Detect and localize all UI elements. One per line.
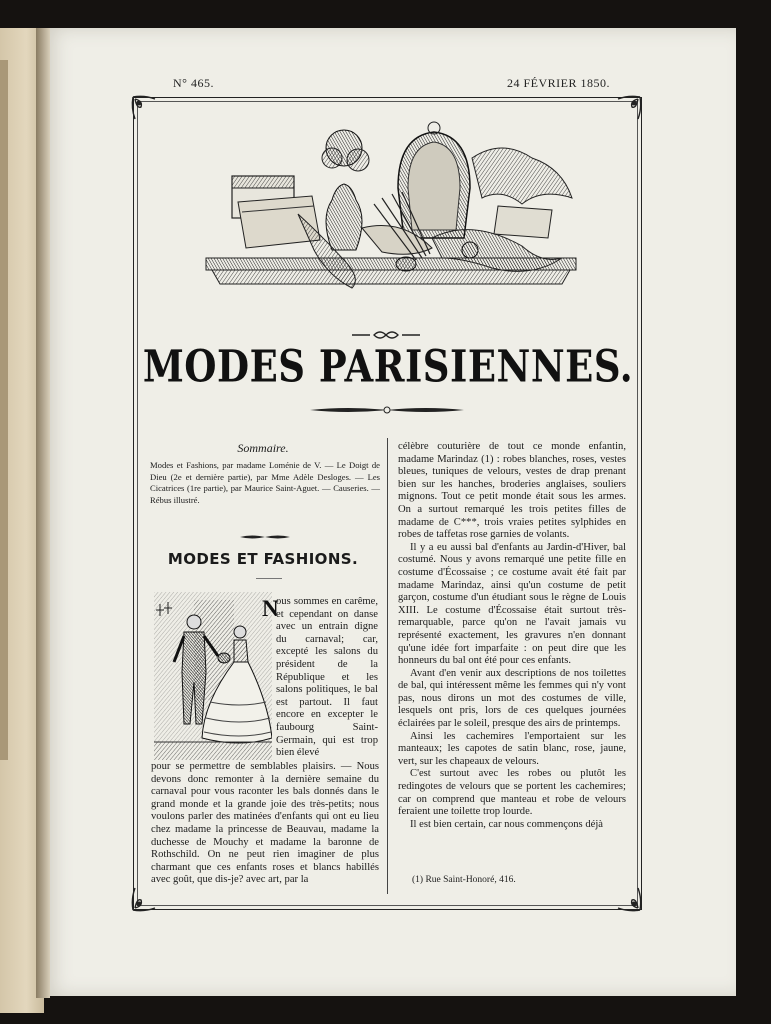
paragraph: Il y a eu aussi bal d'enfants au Jardin-d'Hiver, bal costumé. Nous y avons remarqué une petite fille en costume d'Écossaise ; ce costume avait été fait par madame Marindaz, ainsi qu'un costume de petit garçon, costume d'un étudiant sous le règne de Louis XIII. Le costume d'Écossaise était surtout très-remarquable, parce qu'on ne l'avait jamais vu représenté exactement, les gravures n'en donnant qu'une idée fort imparfaite : on peut dire que les honneurs du bal ont été pour ces enfants. xyxy=(398,541,626,667)
ornament-corner-icon xyxy=(129,884,159,914)
sommaire-text: Modes et Fashions, par madame Loménie de V. — Le Doigt de Dieu (2e et dernière partie), par Mme Adèle Desloges. — Les Cicatrices (1re partie), par Maurice Saint-Aguet. — Causeries. — Rébus illustré. xyxy=(150,460,380,505)
column-divider xyxy=(387,438,388,894)
page-title: MODES PARISIENNES. xyxy=(142,339,634,393)
title-ornament-icon xyxy=(350,326,422,338)
couple-illustration xyxy=(154,592,272,760)
paragraph: Avant d'en venir aux descriptions de nos toilettes de bal, qui intéressent même les femmes qui n'y vont pas, nous dirons un mot des costumes de ville, lesquels ont pris, lors de ces quelques journées éclairées par le soleil, presque des airs de printemps. xyxy=(398,667,626,730)
paragraph: célèbre couturière de tout ce monde enfantin, madame Marindaz (1) : robes blanches, roses, vestes bleues, tuniques de velours, vestes de drap prenant bien sur les hanches, broderies anglaises, souliers mignons. Tout ce petit monde était sous les armes. On a surtout remarqué les trois petites filles de madame de C***, trois vraies petites sylphides en robes de taffetas rose garnies de volants. xyxy=(398,441,626,541)
ornament-corner-icon xyxy=(614,884,644,914)
section-heading-rule xyxy=(256,578,282,579)
footnote: (1) Rue Saint-Honoré, 416. xyxy=(412,875,516,885)
ornament-corner-icon xyxy=(614,93,644,123)
article-left-column: pour se permettre de semblables plaisirs. — Nous devons donc remonter à la dernière semaine du carnaval pour vous raconter les bals donnés dans le grand monde et la grande joie des très-petits; nous voulons parler des matinées d'enfants qui ont eu lieu chez madame la princesse de Beauvau, madame la duchesse de Mouchy et madame la baronne de Rothschild. On ne peut rien imaginer de plus charmant que ces enfants roses et blancs habillés avec goût, que dis-je? avec art, par la xyxy=(151,761,379,886)
previous-page-binding xyxy=(0,60,8,760)
article-right-column xyxy=(398,441,626,831)
issue-number: N° 465. xyxy=(173,76,214,90)
paragraph: C'est surtout avec les robes ou plutôt les redingotes de velours que se portent les cachemires; car on comprend que manteau et robe de velours feraient une toilette trop lourde. xyxy=(398,768,626,818)
article-intro: ous sommes en carême, et cependant on danse avec un entrain digne du carnaval; car, excepté les salons du président de la République et les salons politiques, le bal est partout. Il faut encore en excepter le faubourg Saint-Germain, qui est trop bien élevé xyxy=(276,596,378,759)
page-gutter xyxy=(36,28,50,998)
paragraph: Il est bien certain, car nous commençons déjà xyxy=(410,818,603,830)
paragraph: Ainsi les cachemires l'emportaient sur les manteaux; les capotes de satin blanc, rose, jaune, vert, sur les chapeaux de velours. xyxy=(398,730,626,767)
section-heading: MODES ET FASHIONS. xyxy=(167,550,359,568)
still-life-illustration xyxy=(202,118,580,302)
section-rule-ornament xyxy=(238,526,292,534)
issue-date: 24 FÉVRIER 1850. xyxy=(507,76,611,90)
ornament-corner-icon xyxy=(129,93,159,123)
sommaire-heading: Sommaire. xyxy=(237,441,289,455)
title-rule-ornament xyxy=(308,402,466,416)
drop-cap: N xyxy=(262,596,279,621)
